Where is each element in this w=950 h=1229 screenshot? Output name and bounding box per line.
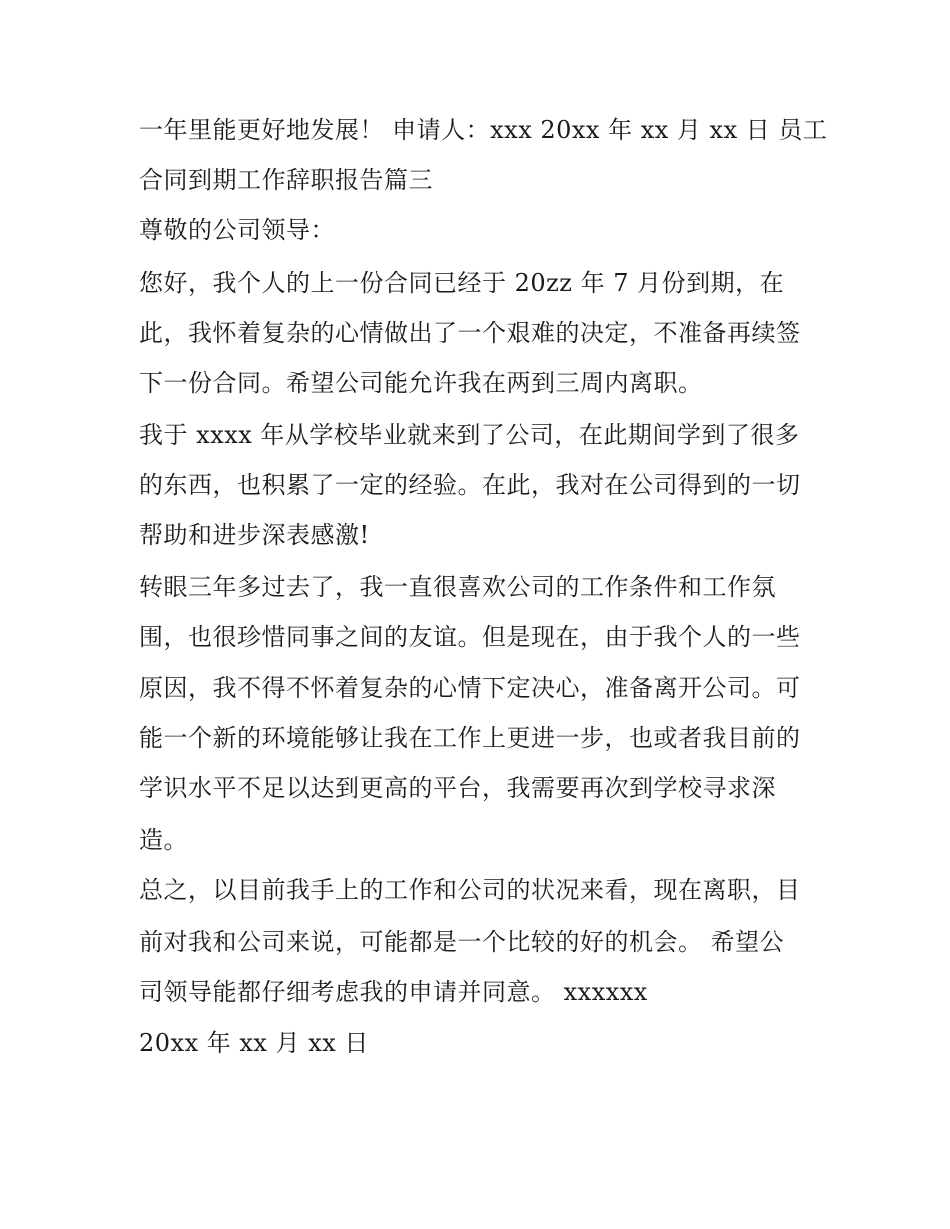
- signature-line: 司领导能都仔细考虑我的申请并同意。 xxxxxx: [139, 978, 648, 1006]
- text-line: 我于 xxxx 年从学校毕业就来到了公司，在此期间学到了很多: [139, 421, 800, 449]
- text-line: 合同到期工作辞职报告篇三: [139, 166, 433, 194]
- text-line: 的东西，也积累了一定的经验。在此，我对在公司得到的一切: [139, 471, 801, 499]
- salutation: 尊敬的公司领导：: [139, 216, 335, 244]
- text-line: 总之，以目前我手上的工作和公司的状况来看，现在离职，目: [139, 876, 801, 904]
- date-line: 20xx 年 xx 月 xx 日: [139, 1029, 369, 1057]
- text-line: 学识水平不足以达到更高的平台，我需要再次到学校寻求深: [139, 774, 776, 802]
- text-line: 原因，我不得不怀着复杂的心情下定决心，准备离开公司。可: [139, 674, 801, 702]
- text-line: 转眼三年多过去了，我一直很喜欢公司的工作条件和工作氛: [139, 573, 776, 601]
- text-line: 前对我和公司来说，可能都是一个比较的好的机会。 希望公: [139, 928, 785, 956]
- text-line: 您好，我个人的上一份合同已经于 20zz 年 7 月份到期，在: [139, 269, 785, 297]
- text-line: 一年里能更好地发展！ 申请人：xxx 20xx 年 xx 月 xx 日 员工: [139, 116, 828, 144]
- text-line: 此，我怀着复杂的心情做出了一个艰难的决定，不准备再续签: [139, 319, 801, 347]
- text-line: 能一个新的环境能够让我在工作上更进一步，也或者我目前的: [139, 724, 801, 752]
- text-line: 造。: [139, 826, 188, 854]
- text-line: 帮助和进步深表感激!: [139, 521, 370, 549]
- text-line: 围，也很珍惜同事之间的友谊。但是现在，由于我个人的一些: [139, 623, 801, 651]
- text-line: 下一份合同。希望公司能允许我在两到三周内离职。: [139, 369, 703, 397]
